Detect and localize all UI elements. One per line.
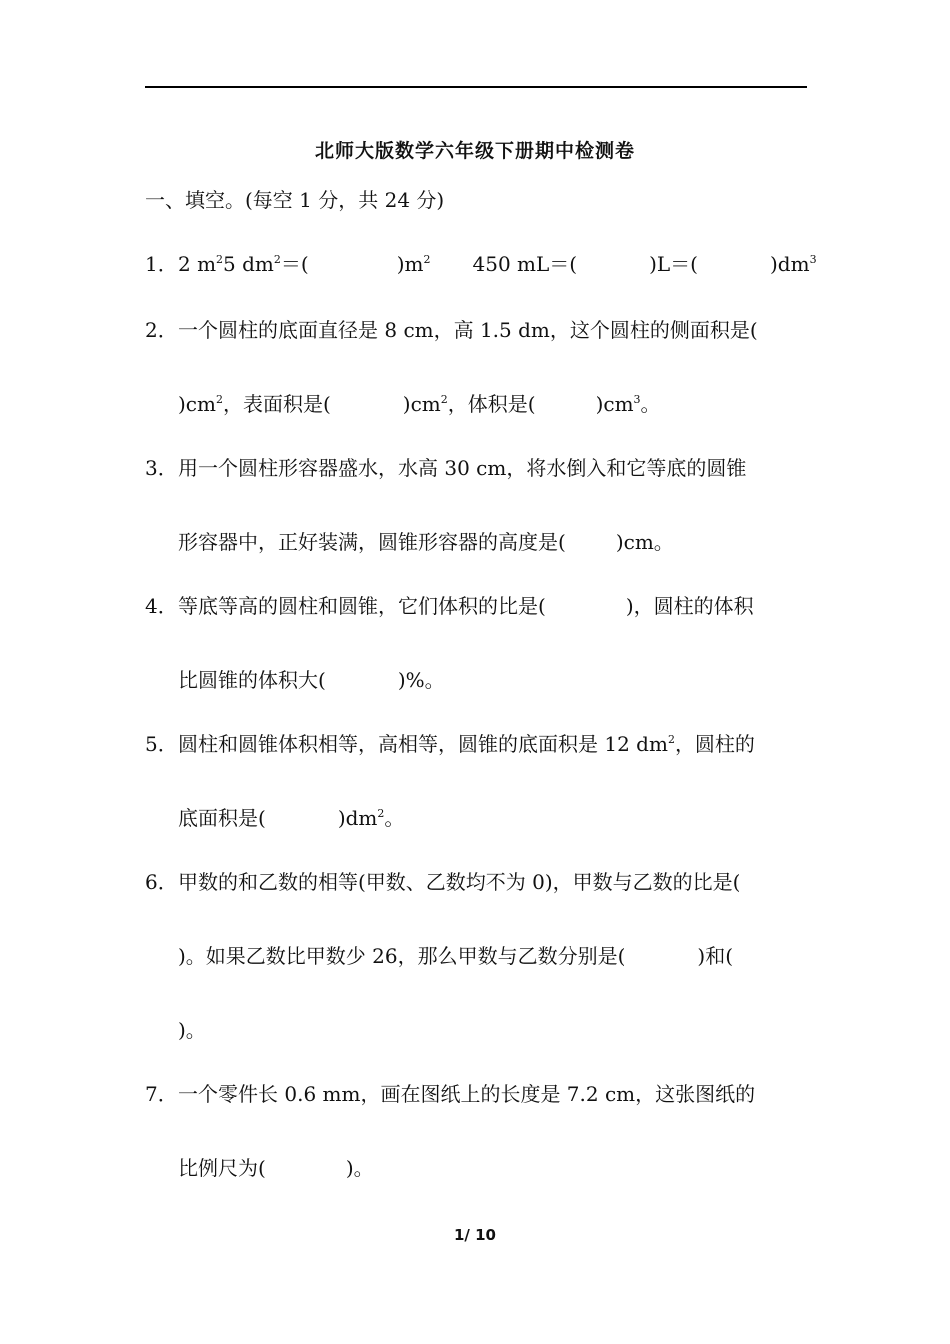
q5-number: 5． [145,732,178,756]
page-title: 北师大版数学六年级下册期中检测卷 [314,140,635,162]
q7-line-2: 比例尺为( )。 [178,1156,374,1180]
q3-line-1: 用一个圆柱形容器盛水，水高 30 cm，将水倒入和它等底的圆锥 [178,456,747,480]
q7-number: 7． [145,1082,178,1106]
q2-line-2: )$cm^2$，表面积是( )$cm^2$，体积是( )$cm^3$。 [178,392,661,416]
q4-line-1: 等底等高的圆柱和圆锥，它们体积的比是( )，圆柱的体积 [178,594,754,618]
q6-line-1: 甲数的和乙数的相等(甲数、乙数均不为 0)，甲数与乙数的比是( [178,870,741,894]
q5-line-2: 底面积是( )$dm^2$。 [178,806,405,830]
q2-line-1: 一个圆柱的底面直径是 8 cm，高 1.5 dm，这个圆柱的侧面积是( [178,318,758,342]
page-number: 1/ 10 [453,1226,496,1244]
q6-line-2: )。如果乙数比甲数少 26，那么甲数与乙数分别是( )和( [178,944,734,968]
q4-line-2: 比圆锥的体积大( )%。 [178,668,445,692]
q5-line-1: 圆柱和圆锥体积相等，高相等，圆锥的底面积是 12 $dm^2$，圆柱的 [178,732,755,756]
header-rule [145,86,807,88]
section-heading: 一、填空。(每空 1 分，共 24 分) [145,188,445,212]
q6-line-3: )。 [178,1018,206,1042]
q3-number: 3． [145,456,178,480]
q1-text: 2 $m^25$ $dm^2=$( )$m^2$ 450 mL＝( )L＝( )$dm^3$ [178,252,817,276]
q2-number: 2． [145,318,178,342]
q4-number: 4． [145,594,178,618]
q7-line-1: 一个零件长 0.6 mm，画在图纸上的长度是 7.2 cm，这张图纸的 [178,1082,756,1106]
q6-number: 6． [145,870,178,894]
q1-number: 1． [145,252,178,276]
q3-line-2: 形容器中，正好装满，圆锥形容器的高度是( )cm。 [178,530,674,554]
